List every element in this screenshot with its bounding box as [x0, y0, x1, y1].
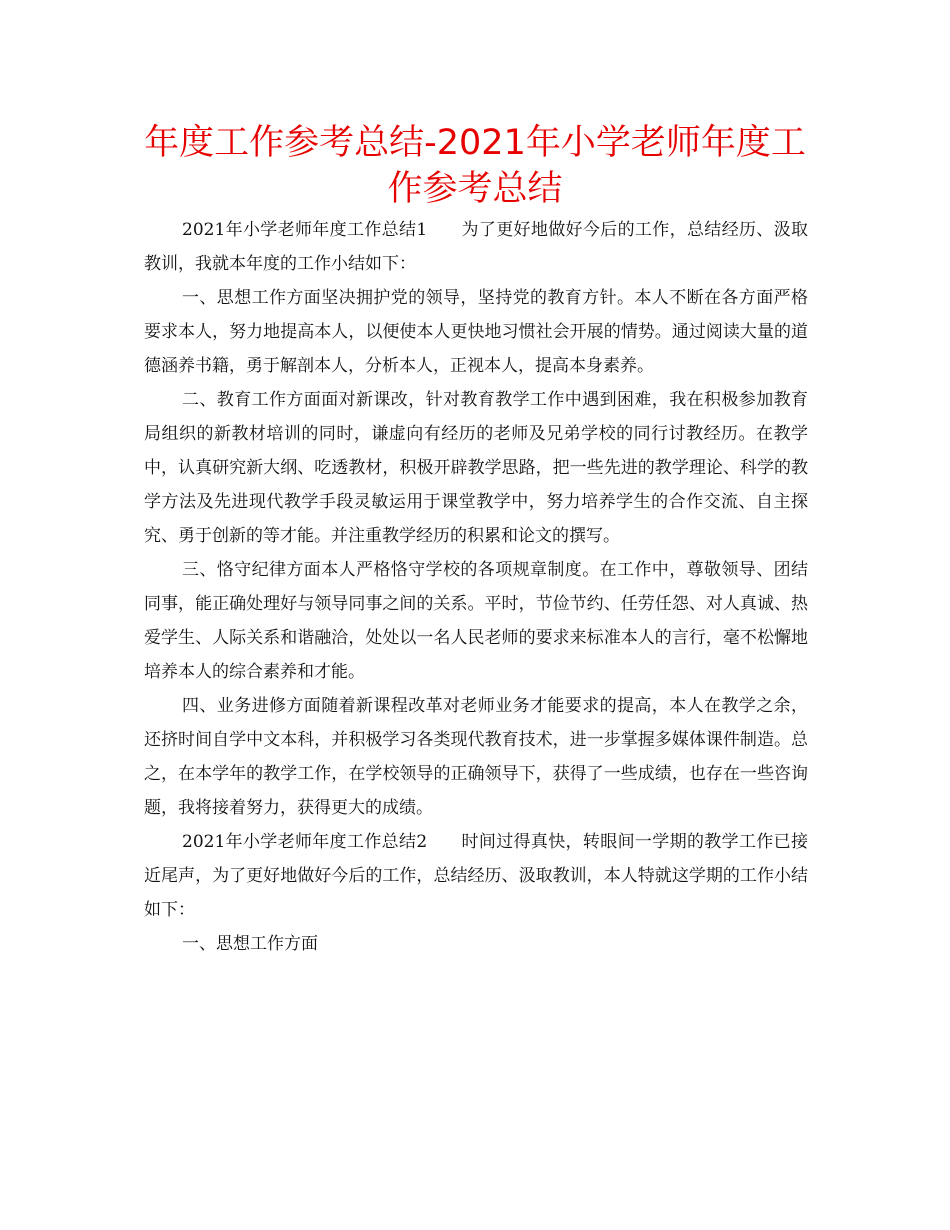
paragraph-text: 为了更好地做好今后的工作，总结经历、汲取教训，我就本年度的工作小结如下：: [144, 220, 808, 274]
paragraph-summary-1-intro: [144, 213, 808, 281]
document-body: [144, 213, 808, 961]
paragraph-professional-study: 四、业务进修方面随着新课程改革对老师业务才能要求的提高，本人在教学之余，还挤时间自学中文本科，并积极学习各类现代教育技术，进一步掌握多媒体课件制造。总之，在本学年的教学工作，在学校领导的正确领导下，获得了一些成绩，也存在一些咨询题，我将接着努力，获得更大的成绩。: [144, 696, 808, 818]
section-heading-summary-1: 2021年小学老师年度工作总结1: [182, 220, 428, 240]
paragraph-summary-2-intro: [144, 825, 808, 927]
paragraph-education: 二、教育工作方面面对新课改，针对教育教学工作中遇到困难，我在积极参加教育局组织的新教材培训的同时，谦虚向有经历的老师及兄弟学校的同行讨教经历。在教学中，认真研究新大纲、吃透教材，积极开辟教学思路，把一些先进的教学理论、科学的教学方法及先进现代教学手段灵敏运用于课堂教学中，努力培养学生的合作交流、自主探究、勇于创新的等才能。并注重教学经历的积累和论文的撰写。: [144, 390, 808, 546]
paragraph-discipline: 三、恪守纪律方面本人严格恪守学校的各项规章制度。在工作中，尊敬领导、团结同事，能正确处理好与领导同事之间的关系。平时，节俭节约、任劳任怨、对人真诚、热爱学生、人际关系和谐融洽，处处以一名人民老师的要求来标准本人的言行，毫不松懈地培养本人的综合素养和才能。: [144, 560, 808, 682]
paragraph-text: 时间过得真快，转眼间一学期的教学工作已接近尾声，为了更好地做好今后的工作，总结经历、汲取教训，本人特就这学期的工作小结如下：: [144, 832, 808, 920]
paragraph-ideology-heading: 一、思想工作方面: [182, 934, 318, 954]
paragraph-ideology: 一、思想工作方面坚决拥护党的领导，坚持党的教育方针。本人不断在各方面严格要求本人，努力地提高本人，以便使本人更快地习惯社会开展的情势。通过阅读大量的道德涵养书籍，勇于解剖本人，分析本人，正视本人，提高本身素养。: [144, 288, 808, 376]
document-title: 年度工作参考总结-2021年小学老师年度工作参考总结: [144, 123, 806, 209]
section-heading-summary-2: 2021年小学老师年度工作总结2: [182, 832, 428, 852]
